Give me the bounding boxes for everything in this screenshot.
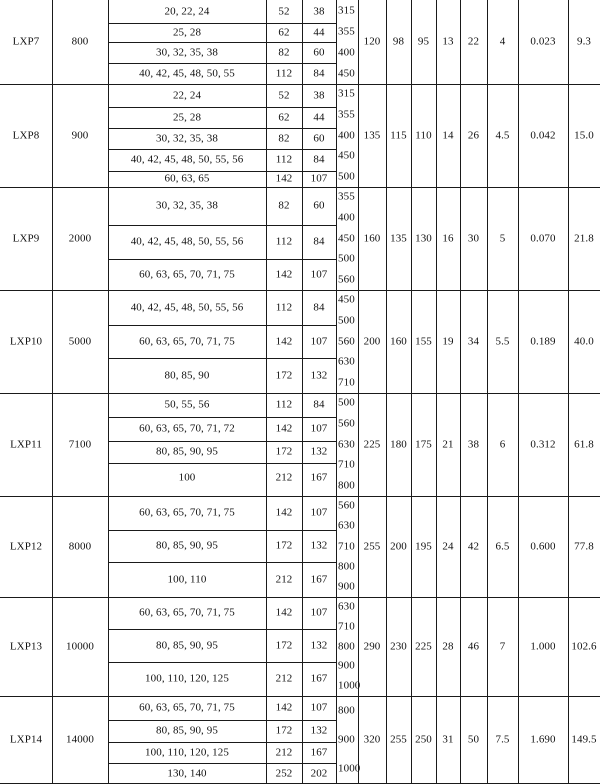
length-l1-cell: 112 [275, 398, 293, 411]
parameter-value-cell: 0.023 [530, 35, 556, 48]
brake-diameter-cell: 800 [338, 560, 355, 573]
bore-diameter-cell: 100 [178, 471, 196, 484]
column-divider [436, 0, 437, 784]
length-l1-cell: 172 [275, 369, 293, 381]
length-l1-cell: 62 [278, 26, 290, 38]
bore-diameter-cell: 60, 63, 65, 70, 71, 75 [139, 606, 235, 619]
rated-torque-cell: 5000 [68, 335, 92, 347]
bore-row-divider [108, 562, 336, 563]
brake-diameter-cell: 800 [338, 704, 355, 717]
parameter-value-cell: 250 [415, 733, 432, 746]
length-l1-cell: 172 [275, 724, 293, 737]
rated-torque-cell: 800 [71, 35, 89, 48]
length-l2-cell: 84 [313, 67, 325, 79]
parameter-value-cell: 225 [415, 640, 432, 652]
parameter-value-cell: 135 [363, 129, 381, 141]
model-cell: LXP13 [9, 640, 43, 652]
parameter-value-cell: 120 [363, 35, 381, 48]
brake-diameter-cell: 450 [338, 293, 355, 306]
parameter-value-cell: 38 [467, 438, 480, 450]
brake-diameter-cell: 800 [338, 479, 355, 492]
bore-diameter-cell: 25, 28 [172, 26, 202, 38]
bore-row-divider [108, 107, 336, 108]
length-l2-cell: 107 [310, 422, 328, 435]
bore-diameter-cell: 100, 110, 120, 125 [145, 746, 229, 758]
parameter-value-cell: 0.189 [530, 335, 556, 347]
parameter-value-cell: 31 [442, 733, 454, 746]
parameter-value-cell: 290 [363, 640, 381, 652]
parameter-value-cell: 175 [415, 438, 432, 450]
brake-diameter-cell: 315 [338, 87, 355, 100]
bore-row-divider [108, 171, 336, 172]
length-l1-cell: 82 [278, 132, 290, 144]
column-divider [487, 0, 488, 784]
length-l1-cell: 172 [275, 639, 293, 651]
brake-diameter-cell: 900 [338, 659, 355, 672]
parameter-value-cell: 160 [363, 232, 381, 244]
parameter-value-cell: 30 [467, 232, 480, 244]
parameter-value-cell: 21.8 [574, 232, 594, 244]
length-l1-cell: 172 [275, 539, 293, 552]
rated-torque-cell: 10000 [66, 640, 94, 652]
parameter-value-cell: 230 [390, 640, 407, 652]
length-l2-cell: 167 [310, 573, 328, 585]
length-l2-cell: 84 [313, 398, 325, 411]
bore-diameter-cell: 60, 63, 65, 70, 71, 75 [139, 506, 235, 519]
length-l1-cell: 212 [275, 471, 293, 484]
model-cell: LXP12 [9, 540, 43, 552]
length-l2-cell: 202 [310, 767, 328, 779]
parameter-value-cell: 42 [467, 540, 480, 552]
parameter-value-cell: 180 [390, 438, 407, 450]
rated-torque-cell: 900 [71, 129, 89, 141]
rated-torque-cell: 14000 [66, 733, 94, 746]
parameter-value-cell: 19 [442, 335, 454, 347]
length-l2-cell: 84 [313, 301, 325, 313]
model-cell: LXP14 [9, 733, 43, 746]
group-divider [0, 187, 600, 188]
length-l1-cell: 212 [275, 672, 293, 685]
bore-row-divider [108, 149, 336, 150]
brake-diameter-cell: 800 [338, 640, 355, 652]
bore-row-divider [108, 763, 336, 764]
length-l2-cell: 107 [310, 335, 328, 347]
parameter-value-cell: 21 [442, 438, 454, 450]
parameter-value-cell: 255 [390, 733, 407, 746]
parameter-value-cell: 34 [467, 335, 480, 347]
parameter-value-cell: 9.3 [576, 35, 592, 48]
brake-diameter-cell: 450 [338, 67, 355, 79]
length-l2-cell: 38 [313, 89, 325, 101]
length-l1-cell: 142 [275, 422, 293, 435]
bore-row-divider [108, 662, 336, 663]
brake-diameter-cell: 1000 [338, 762, 361, 775]
model-cell: LXP8 [12, 129, 40, 141]
brake-diameter-cell: 355 [338, 25, 355, 37]
brake-diameter-cell: 560 [338, 335, 355, 347]
brake-diameter-cell: 710 [338, 620, 355, 633]
length-l2-cell: 60 [313, 46, 325, 58]
length-l2-cell: 84 [313, 235, 325, 248]
column-divider [460, 0, 461, 784]
parameter-value-cell: 4.5 [495, 129, 510, 141]
length-l2-cell: 107 [310, 606, 328, 619]
brake-diameter-cell: 450 [338, 232, 355, 244]
group-divider [0, 290, 600, 291]
column-divider [411, 0, 412, 784]
column-divider [386, 0, 387, 784]
parameter-value-cell: 195 [415, 540, 432, 552]
parameter-value-cell: 61.8 [574, 438, 594, 450]
parameter-value-cell: 0.042 [530, 129, 556, 141]
length-l2-cell: 132 [310, 639, 328, 651]
bore-row-divider [108, 720, 336, 721]
length-l2-cell: 107 [310, 506, 328, 519]
parameter-value-cell: 50 [467, 733, 480, 746]
parameter-value-cell: 16 [442, 232, 454, 244]
parameter-value-cell: 22 [467, 35, 480, 48]
group-divider [0, 597, 600, 598]
length-l1-cell: 172 [275, 445, 293, 458]
bore-diameter-cell: 80, 85, 90, 95 [156, 724, 218, 737]
length-l2-cell: 38 [313, 5, 325, 17]
model-cell: LXP11 [10, 438, 42, 450]
group-divider [0, 496, 600, 497]
length-l1-cell: 142 [275, 506, 293, 519]
length-l2-cell: 44 [313, 26, 325, 38]
length-l2-cell: 167 [310, 471, 328, 484]
group-divider [0, 84, 600, 85]
model-cell: LXP9 [12, 232, 40, 244]
model-cell: LXP7 [12, 35, 40, 48]
length-l1-cell: 142 [275, 172, 293, 185]
parameter-value-cell: 40.0 [574, 335, 594, 347]
brake-diameter-cell: 710 [338, 376, 355, 389]
parameter-value-cell: 5 [499, 232, 506, 244]
parameter-value-cell: 6 [499, 438, 506, 450]
parameter-value-cell: 255 [363, 540, 381, 552]
brake-diameter-cell: 630 [338, 438, 355, 450]
parameter-value-cell: 15.0 [574, 129, 594, 141]
brake-diameter-cell: 500 [338, 396, 355, 409]
length-l2-cell: 84 [313, 153, 325, 166]
column-divider [336, 0, 337, 784]
bore-row-divider [108, 42, 336, 43]
bore-diameter-cell: 80, 85, 90, 95 [156, 639, 218, 651]
parameter-value-cell: 98 [392, 35, 405, 48]
length-l2-cell: 167 [310, 746, 328, 758]
parameter-value-cell: 130 [415, 232, 432, 244]
bore-diameter-cell: 80, 85, 90 [164, 369, 210, 381]
bore-diameter-cell: 80, 85, 90, 95 [156, 539, 218, 552]
parameter-value-cell: 7 [499, 640, 506, 652]
bore-row-divider [108, 225, 336, 226]
brake-diameter-cell: 630 [338, 355, 355, 368]
length-l1-cell: 252 [275, 767, 293, 779]
brake-diameter-cell: 315 [338, 4, 355, 16]
length-l2-cell: 107 [310, 268, 328, 280]
column-divider [518, 0, 519, 784]
brake-diameter-cell: 400 [338, 211, 355, 224]
parameter-value-cell: 0.600 [530, 540, 556, 552]
bore-row-divider [108, 530, 336, 531]
parameter-value-cell: 14 [442, 129, 454, 141]
brake-diameter-cell: 560 [338, 417, 355, 430]
bore-diameter-cell: 40, 42, 45, 48, 50, 55, 56 [130, 153, 244, 166]
length-l2-cell: 132 [310, 445, 328, 458]
brake-diameter-cell: 1000 [338, 679, 361, 692]
length-l2-cell: 60 [313, 199, 325, 212]
length-l1-cell: 142 [275, 268, 293, 280]
bore-diameter-cell: 130, 140 [167, 767, 207, 779]
parameter-value-cell: 77.8 [574, 540, 594, 552]
parameter-value-cell: 6.5 [495, 540, 510, 552]
rated-torque-cell: 8000 [68, 540, 92, 552]
bore-diameter-cell: 20, 22, 24 [164, 5, 210, 17]
column-divider [52, 0, 53, 784]
parameter-value-cell: 200 [363, 335, 381, 347]
bore-diameter-cell: 25, 28 [172, 111, 202, 123]
length-l1-cell: 112 [275, 67, 293, 79]
parameter-value-cell: 7.5 [495, 733, 510, 746]
parameter-value-cell: 5.5 [495, 335, 510, 347]
brake-diameter-cell: 355 [338, 190, 355, 203]
bore-diameter-cell: 40, 42, 45, 48, 50, 55 [139, 67, 235, 79]
parameter-value-cell: 115 [390, 129, 407, 141]
parameter-value-cell: 46 [467, 640, 480, 652]
column-divider [358, 0, 359, 784]
bore-row-divider [108, 325, 336, 326]
brake-diameter-cell: 400 [338, 129, 355, 141]
brake-diameter-cell: 560 [338, 273, 355, 286]
bore-diameter-cell: 22, 24 [172, 89, 202, 101]
brake-diameter-cell: 900 [338, 733, 355, 746]
brake-diameter-cell: 500 [338, 252, 355, 265]
group-divider [0, 696, 600, 697]
bore-diameter-cell: 40, 42, 45, 48, 50, 55, 56 [130, 301, 244, 313]
column-divider [266, 0, 267, 784]
bore-diameter-cell: 100, 110 [167, 573, 207, 585]
parameter-value-cell: 26 [467, 129, 480, 141]
brake-diameter-cell: 560 [338, 499, 355, 512]
length-l2-cell: 132 [310, 369, 328, 381]
length-l1-cell: 142 [275, 606, 293, 619]
bore-row-divider [108, 629, 336, 630]
length-l2-cell: 107 [310, 701, 328, 714]
brake-diameter-cell: 400 [338, 46, 355, 58]
parameter-value-cell: 0.070 [530, 232, 556, 244]
bore-row-divider [108, 441, 336, 442]
length-l1-cell: 112 [275, 235, 293, 248]
column-divider [302, 0, 303, 784]
brake-diameter-cell: 500 [338, 314, 355, 327]
bore-row-divider [108, 23, 336, 24]
length-l1-cell: 212 [275, 746, 293, 758]
length-l1-cell: 112 [275, 301, 293, 313]
parameter-value-cell: 320 [363, 733, 381, 746]
brake-diameter-cell: 710 [338, 458, 355, 471]
bore-diameter-cell: 30, 32, 35, 38 [156, 46, 218, 58]
parameter-value-cell: 4 [499, 35, 506, 48]
length-l1-cell: 52 [278, 89, 290, 101]
parameter-value-cell: 1.000 [530, 640, 556, 652]
parameter-value-cell: 28 [442, 640, 454, 652]
parameter-value-cell: 135 [390, 232, 407, 244]
parameter-value-cell: 102.6 [571, 640, 597, 652]
bore-diameter-cell: 60, 63, 65, 70, 71, 75 [139, 335, 235, 347]
length-l2-cell: 132 [310, 724, 328, 737]
parameter-value-cell: 95 [417, 35, 430, 48]
length-l1-cell: 142 [275, 335, 293, 347]
parameter-value-cell: 0.312 [530, 438, 556, 450]
bore-diameter-cell: 60, 63, 65, 70, 71, 72 [139, 422, 235, 435]
model-cell: LXP10 [9, 335, 43, 347]
bore-diameter-cell: 60, 63, 65, 70, 71, 75 [139, 268, 235, 280]
parameter-value-cell: 160 [390, 335, 407, 347]
parameter-value-cell: 13 [442, 35, 454, 48]
rated-torque-cell: 2000 [68, 232, 92, 244]
bore-row-divider [108, 417, 336, 418]
parameter-value-cell: 225 [363, 438, 381, 450]
bore-row-divider [108, 358, 336, 359]
brake-diameter-cell: 710 [338, 540, 355, 552]
length-l1-cell: 82 [278, 46, 290, 58]
parameter-value-cell: 24 [442, 540, 454, 552]
parameter-value-cell: 1.690 [530, 733, 556, 746]
brake-diameter-cell: 630 [338, 600, 355, 613]
bore-diameter-cell: 40, 42, 45, 48, 50, 55, 56 [130, 235, 244, 248]
length-l1-cell: 142 [275, 701, 293, 714]
parameter-value-cell: 149.5 [571, 733, 597, 746]
bore-diameter-cell: 30, 32, 35, 38 [156, 132, 218, 144]
length-l2-cell: 167 [310, 672, 328, 685]
length-l1-cell: 82 [278, 199, 290, 212]
length-l2-cell: 60 [313, 132, 325, 144]
brake-diameter-cell: 450 [338, 149, 355, 162]
bore-diameter-cell: 60, 63, 65 [164, 172, 210, 185]
column-divider [568, 0, 569, 784]
bore-diameter-cell: 60, 63, 65, 70, 71, 75 [139, 701, 235, 714]
bore-diameter-cell: 30, 32, 35, 38 [156, 199, 218, 212]
brake-diameter-cell: 355 [338, 108, 355, 121]
bore-row-divider [108, 128, 336, 129]
bore-row-divider [108, 63, 336, 64]
bore-row-divider [108, 742, 336, 743]
length-l2-cell: 44 [313, 111, 325, 123]
bore-diameter-cell: 80, 85, 90, 95 [156, 445, 218, 458]
length-l1-cell: 62 [278, 111, 290, 123]
bore-row-divider [108, 463, 336, 464]
length-l1-cell: 52 [278, 5, 290, 17]
column-divider [108, 0, 109, 784]
bore-diameter-cell: 50, 55, 56 [164, 398, 210, 411]
parameter-value-cell: 200 [390, 540, 407, 552]
length-l1-cell: 112 [275, 153, 293, 166]
bore-row-divider [108, 259, 336, 260]
length-l2-cell: 107 [310, 172, 328, 185]
parameter-value-cell: 110 [415, 129, 432, 141]
bore-diameter-cell: 100, 110, 120, 125 [145, 672, 229, 685]
brake-diameter-cell: 900 [338, 580, 355, 593]
parameter-value-cell: 155 [415, 335, 432, 347]
length-l1-cell: 212 [275, 573, 293, 585]
length-l2-cell: 132 [310, 539, 328, 552]
brake-diameter-cell: 630 [338, 519, 355, 532]
rated-torque-cell: 7100 [68, 438, 92, 450]
group-divider [0, 393, 600, 394]
brake-diameter-cell: 500 [338, 170, 355, 183]
